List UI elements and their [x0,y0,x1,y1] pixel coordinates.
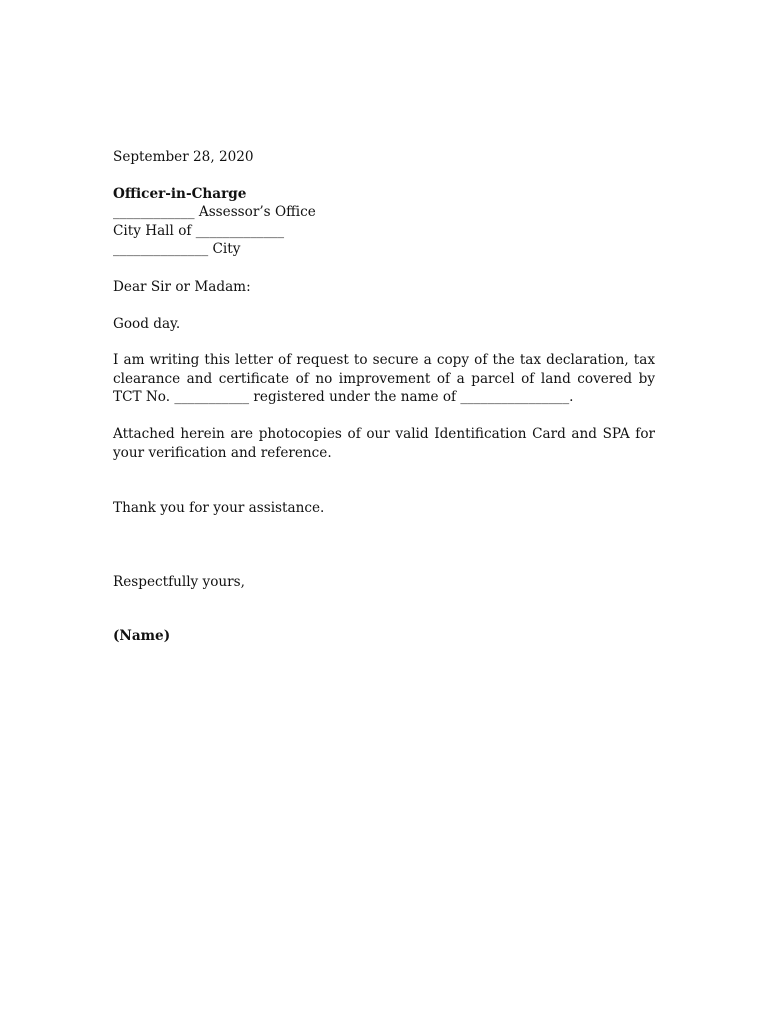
body-paragraph-attachments: Attached herein are photocopies of our valid Identification Card and SPA for your verification and reference. [113,425,655,461]
recipient-address [113,185,655,259]
closing-line: Respectfully yours, [113,573,245,590]
recipient-office-line: ____________ Assessor’s Office [113,204,316,221]
recipient-cityhall-line: City Hall of _____________ [113,222,285,239]
signature-name: (Name) [113,628,171,645]
salutation: Dear Sir or Madam: [113,278,251,295]
thanks-line: Thank you for your assistance. [113,500,325,517]
letter [113,148,655,646]
body-paragraph-request: I am writing this letter of request to secure a copy of the tax declaration, tax clearance and certificate of no improvement of a parcel of land covered by TCT No. ___________ registered under the name of ________________. [113,352,655,406]
recipient-city-line: ______________ City [113,241,241,258]
letter-date: September 28, 2020 [113,149,254,165]
greeting: Good day. [113,315,181,332]
recipient-title: Officer-in-Charge [113,185,247,202]
